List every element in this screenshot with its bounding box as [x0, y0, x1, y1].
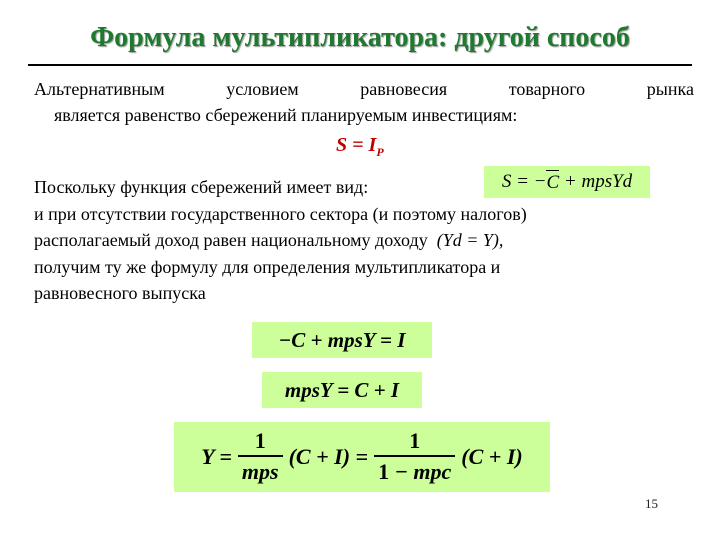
equilibrium-formula-rearranged: mpsY = C + I — [262, 372, 422, 408]
paragraph-line: и при отсутствии государственного сектора (и поэтому налогов) — [34, 203, 527, 224]
savings-function-formula — [484, 166, 650, 198]
fraction-numerator: 1 — [254, 428, 266, 453]
inline-formula: (Yd = Y), — [436, 230, 504, 250]
paragraph-line: получим ту же формулу для определения мультипликатора и — [34, 256, 501, 277]
word: равновесия — [360, 79, 448, 99]
multiplier-formula — [174, 422, 550, 492]
title-divider — [28, 64, 692, 66]
word: условием — [226, 79, 299, 99]
equilibrium-formula: −C + mpsY = I — [252, 322, 432, 358]
paragraph-line — [34, 227, 694, 254]
formula-c-bar: C — [546, 172, 560, 193]
formula-mid: (C + I) = — [288, 444, 369, 469]
fraction-numerator: 1 — [409, 428, 421, 453]
fraction-denominator — [374, 455, 455, 487]
paragraph-line — [34, 76, 694, 102]
fraction-one-over-mps — [238, 427, 283, 487]
savings-investment-equation — [336, 134, 384, 160]
fraction-denominator: mps — [238, 455, 283, 487]
paragraph-line: равновесного выпуска — [34, 283, 206, 303]
word: Альтернативным — [34, 79, 165, 99]
equation-lhs: S = I — [336, 134, 377, 156]
denominator-rest: − mpc — [389, 459, 452, 484]
denominator-one: 1 — [378, 459, 390, 484]
formula-y-eq: Y = — [201, 444, 232, 469]
paragraph-equilibrium-condition — [34, 76, 694, 128]
page-number: 15 — [645, 496, 658, 511]
formula-right: + mpsYd — [559, 171, 633, 192]
formula-left: S = − — [501, 171, 547, 192]
slide-title: Формула мультипликатора: другой способ — [90, 22, 630, 53]
word: рынка — [646, 79, 694, 99]
line-text: располагаемый доход равен национальному доходу — [34, 230, 428, 250]
paragraph-line: Поскольку функция сбережений имеет вид: — [34, 177, 369, 197]
word: товарного — [508, 79, 586, 99]
formula-end: (C + I) — [461, 444, 523, 469]
fraction-one-over-one-minus-mpc — [374, 427, 455, 487]
paragraph-line: является равенство сбережений планируемым инвестициям: — [54, 105, 518, 125]
equation-subscript: P — [376, 145, 384, 159]
